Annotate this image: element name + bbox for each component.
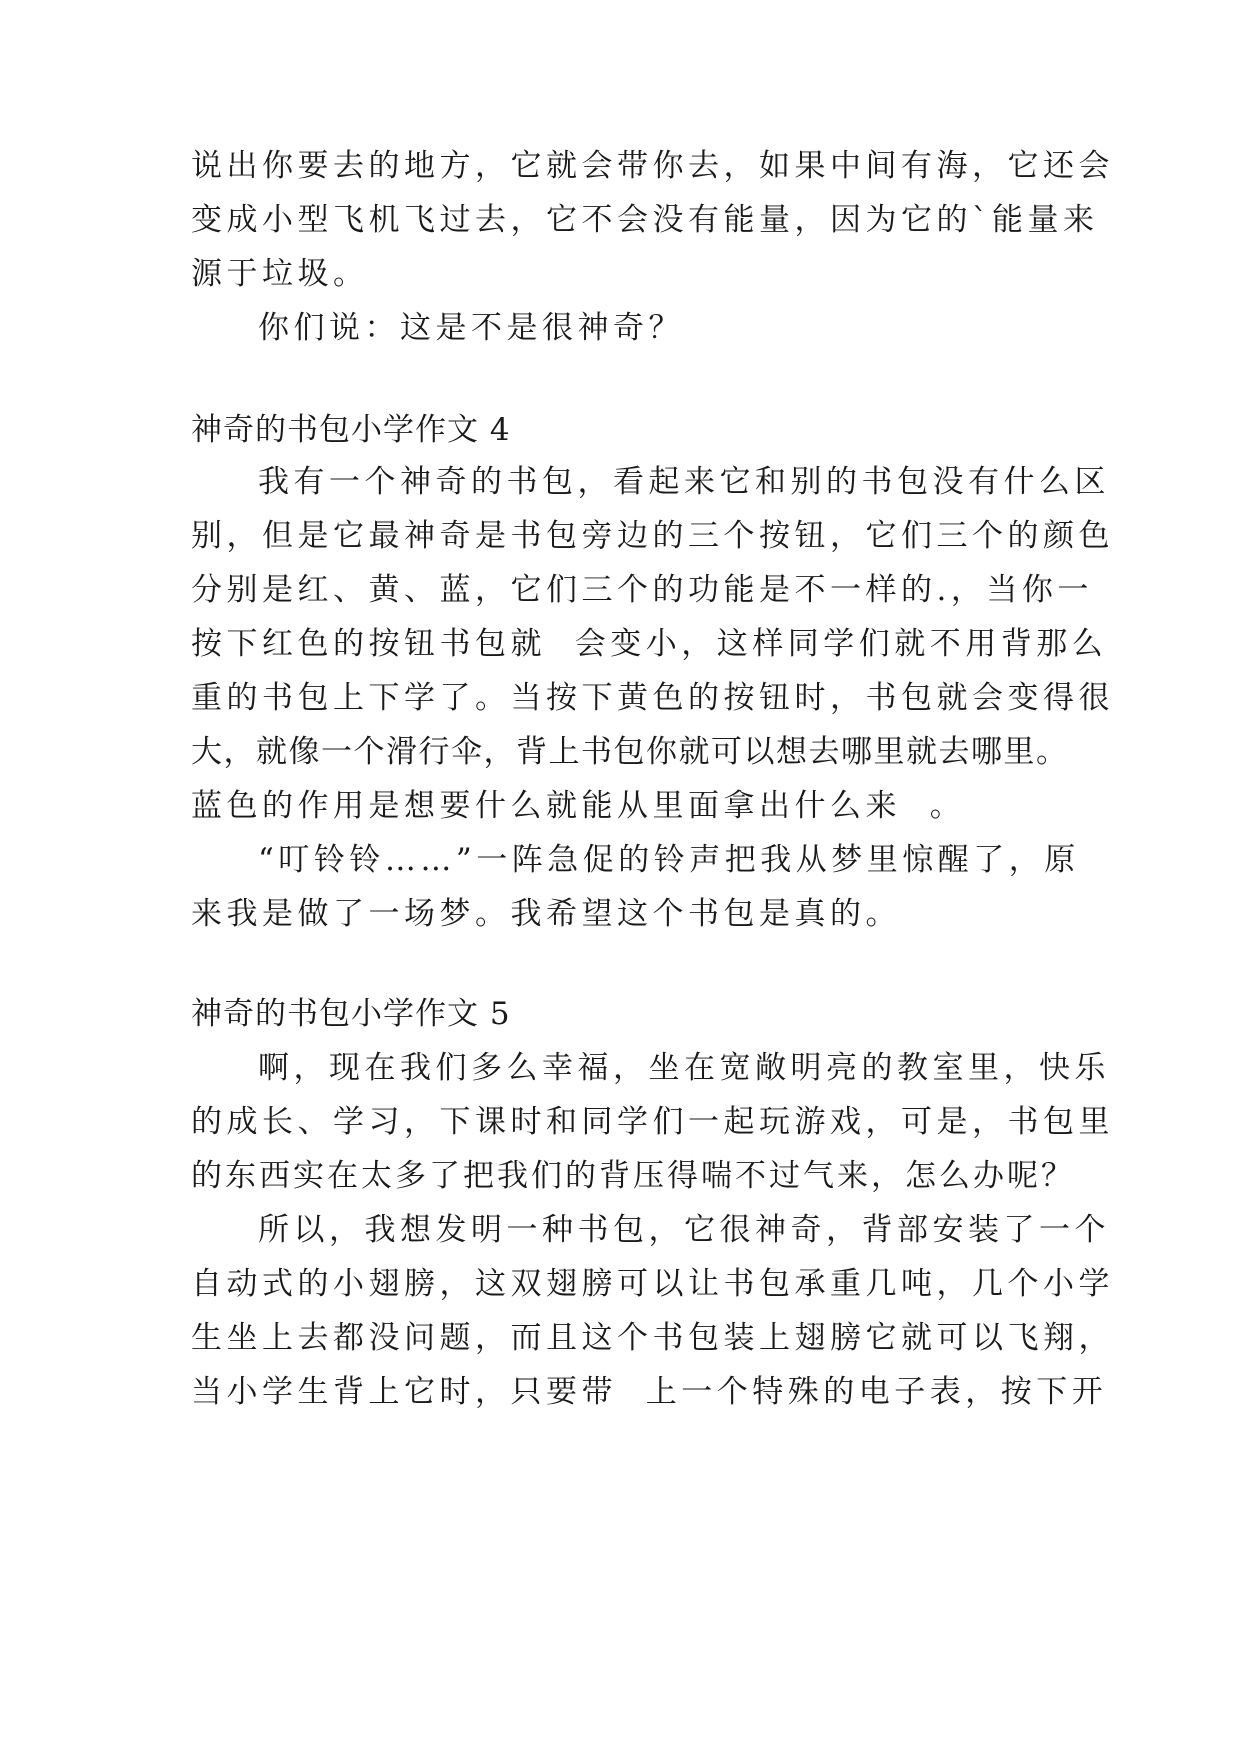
paragraph-line: “叮铃铃……”一阵急促的铃声把我从梦里惊醒了，原 xyxy=(258,842,1080,878)
paragraph-line: 自动式的小翅膀，这双翅膀可以让书包承重几吨，几个小学 xyxy=(191,1266,1114,1302)
paragraph-line: 的东西实在太多了把我们的背压得喘不过气来，怎么办呢？ xyxy=(191,1158,1075,1194)
section-heading: 神奇的书包小学作文 4 xyxy=(191,412,511,448)
paragraph-line: 源于垃圾。 xyxy=(191,256,369,292)
paragraph-line: 按下红色的按钮书包就 会变小，这样同学们就不用背那么 xyxy=(191,626,1108,662)
paragraph-line: 大，就像一个滑行伞，背上书包你就可以想去哪里就去哪里。 xyxy=(191,734,1069,770)
paragraph-line: 蓝色的作用是想要什么就能从里面拿出什么来 。 xyxy=(191,788,966,824)
paragraph-line: 的成长、学习，下课时和同学们一起玩游戏，可是，书包里 xyxy=(191,1104,1114,1140)
paragraph-line: 生坐上去都没问题，而且这个书包装上翅膀它就可以飞翔， xyxy=(191,1320,1114,1356)
paragraph-line: 我有一个神奇的书包，看起来它和别的书包没有什么区 xyxy=(258,464,1110,500)
paragraph-line: 当小学生背上它时，只要带 上一个特殊的电子表，按下开 xyxy=(191,1374,1108,1410)
paragraph-line: 说出你要去的地方，它就会带你去，如果中间有海，它还会 xyxy=(191,148,1114,184)
paragraph-line: 所以，我想发明一种书包，它很神奇，背部安装了一个 xyxy=(258,1212,1110,1248)
paragraph-line: 啊，现在我们多么幸福，坐在宽敞明亮的教室里，快乐 xyxy=(258,1050,1110,1086)
paragraph-line: 分别是红、黄、蓝，它们三个的功能是不一样的.，当你一 xyxy=(191,572,1093,608)
paragraph-line: 重的书包上下学了。当按下黄色的按钮时，书包就会变得很 xyxy=(191,680,1114,716)
paragraph-line: 来我是做了一场梦。我希望这个书包是真的。 xyxy=(191,896,901,932)
paragraph-line: 别，但是它最神奇是书包旁边的三个按钮，它们三个的颜色 xyxy=(191,518,1114,554)
paragraph-line: 你们说：这是不是很神奇？ xyxy=(258,310,684,346)
section-heading: 神奇的书包小学作文 5 xyxy=(191,996,511,1032)
paragraph-line: 变成小型飞机飞过去，它不会没有能量，因为它的`能量来 xyxy=(191,202,1099,238)
